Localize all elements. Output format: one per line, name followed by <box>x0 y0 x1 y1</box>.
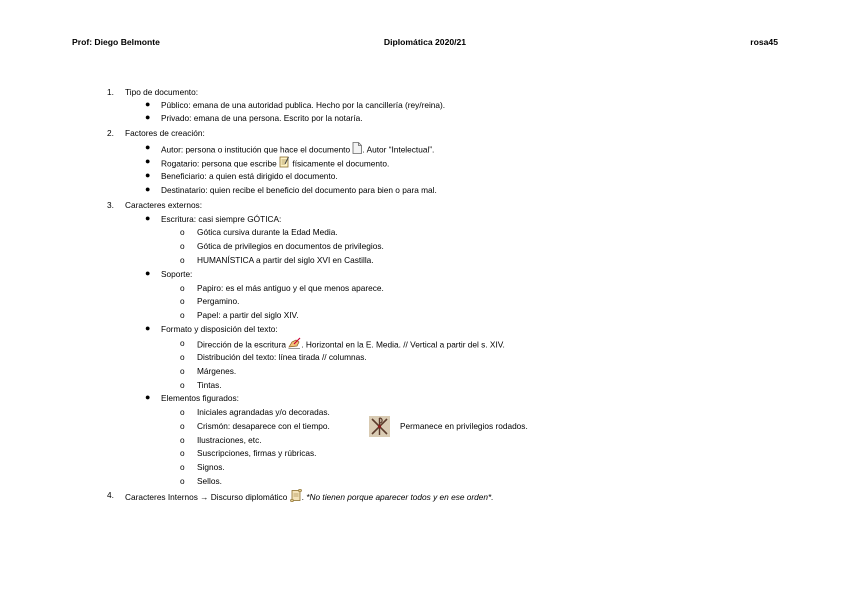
bullet-text: Privado: emana de una persona. Escrito por la notaría. <box>161 113 363 123</box>
sub-marker: o <box>180 421 185 431</box>
item-number: 2. <box>107 128 114 138</box>
bullet-marker: ● <box>145 112 151 122</box>
bullet-marker: ● <box>145 268 151 278</box>
bullet-marker: ● <box>145 392 151 402</box>
bullet-text: Soporte: <box>161 269 193 279</box>
sub-text: Márgenes. <box>197 366 237 376</box>
bullet-marker: ● <box>145 156 151 166</box>
sub-marker: o <box>180 296 185 306</box>
sub-text: Crismón: desaparece con el tiempo. <box>197 421 330 431</box>
header-user: rosa45 <box>750 37 778 47</box>
sub-text: Papiro: es el más antiguo y el que menos aparece. <box>197 283 384 293</box>
sub-marker: o <box>180 462 185 472</box>
sub-text: Ilustraciones, etc. <box>197 435 262 445</box>
bullet-text: Escritura: casi siempre GÓTICA: <box>161 214 282 224</box>
item-heading-sep: . <box>301 492 307 503</box>
sub-text: Tintas. <box>197 380 222 390</box>
sub-marker: o <box>180 407 185 417</box>
bullet-text: Elementos figurados: <box>161 393 239 403</box>
item-heading: Caracteres externos: <box>125 200 203 210</box>
item-heading: Tipo de documento: <box>125 87 199 97</box>
notepad-icon <box>279 156 290 171</box>
bullet-marker: ● <box>145 213 151 223</box>
bullet-marker: ● <box>145 142 151 152</box>
sub-text: HUMANÍSTICA a partir del siglo XVI en Castilla. <box>197 255 374 265</box>
bullet-marker: ● <box>145 170 151 180</box>
sub-marker: o <box>180 338 185 348</box>
bullet-marker: ● <box>145 184 151 194</box>
page-header <box>72 37 778 49</box>
sub-marker: o <box>180 476 185 486</box>
chrismon-note: Permanece en privilegios rodados. <box>400 421 528 431</box>
sub-marker: o <box>180 448 185 458</box>
sub-marker: o <box>180 352 185 362</box>
sub-marker: o <box>180 241 185 251</box>
sub-text: Distribución del texto: línea tirada // columnas. <box>197 352 367 362</box>
sub-marker: o <box>180 283 185 293</box>
sub-text: Gótica cursiva durante la Edad Media. <box>197 227 338 237</box>
bullet-marker: ● <box>145 99 151 109</box>
bullet-text: Beneficiario: a quien está dirigido el documento. <box>161 171 338 181</box>
scroll-icon <box>290 489 302 505</box>
document-icon <box>352 142 362 157</box>
sub-text: Sellos. <box>197 476 222 486</box>
bullet-text: Autor: persona o institución que hace el documento <box>161 144 351 155</box>
writing-hand-icon <box>288 337 301 352</box>
item-number: 3. <box>107 200 114 210</box>
item-note: *No tienen porque aparecer todos y en ese orden*. <box>306 492 494 503</box>
sub-marker: o <box>180 255 185 265</box>
bullet-text: Destinatario: quien recibe el beneficio del documento para bien o para mal. <box>161 185 437 195</box>
item-number: 4. <box>107 490 114 500</box>
sub-marker: o <box>180 380 185 390</box>
bullet-text-cont: . Autor “Intelectual”. <box>362 144 435 155</box>
bullet-text: Público: emana de una autoridad publica. Hecho por la cancillería (rey/reina). <box>161 100 446 110</box>
sub-text: Iniciales agrandadas y/o decoradas. <box>197 407 330 417</box>
sub-text: Suscripciones, firmas y rúbricas. <box>197 448 317 458</box>
sub-text: Papel: a partir del siglo XIV. <box>197 310 299 320</box>
sub-marker: o <box>180 366 185 376</box>
bullet-text: Rogatario: persona que escribe <box>161 158 277 169</box>
bullet-text-cont: físicamente el documento. <box>290 158 390 169</box>
bullet-text: Formato y disposición del texto: <box>161 324 278 334</box>
item-heading: Caracteres Internos → Discurso diplomático <box>125 492 288 503</box>
header-author: Prof: Diego Belmonte <box>72 37 160 47</box>
sub-text: Dirección de la escritura <box>197 339 286 350</box>
item-heading: Factores de creación: <box>125 128 205 138</box>
sub-text: Pergamino. <box>197 296 240 306</box>
sub-marker: o <box>180 310 185 320</box>
sub-marker: o <box>180 435 185 445</box>
sub-marker: o <box>180 227 185 237</box>
bullet-marker: ● <box>145 323 151 333</box>
header-course: Diplomática 2020/21 <box>383 37 467 47</box>
item-number: 1. <box>107 87 114 97</box>
sub-text: Gótica de privilegios en documentos de privilegios. <box>197 241 384 251</box>
sub-text: Signos. <box>197 462 225 472</box>
chrismon-icon <box>369 416 390 437</box>
sub-text-cont: . Horizontal en la E. Media. // Vertical a partir del s. XIV. <box>301 339 505 350</box>
